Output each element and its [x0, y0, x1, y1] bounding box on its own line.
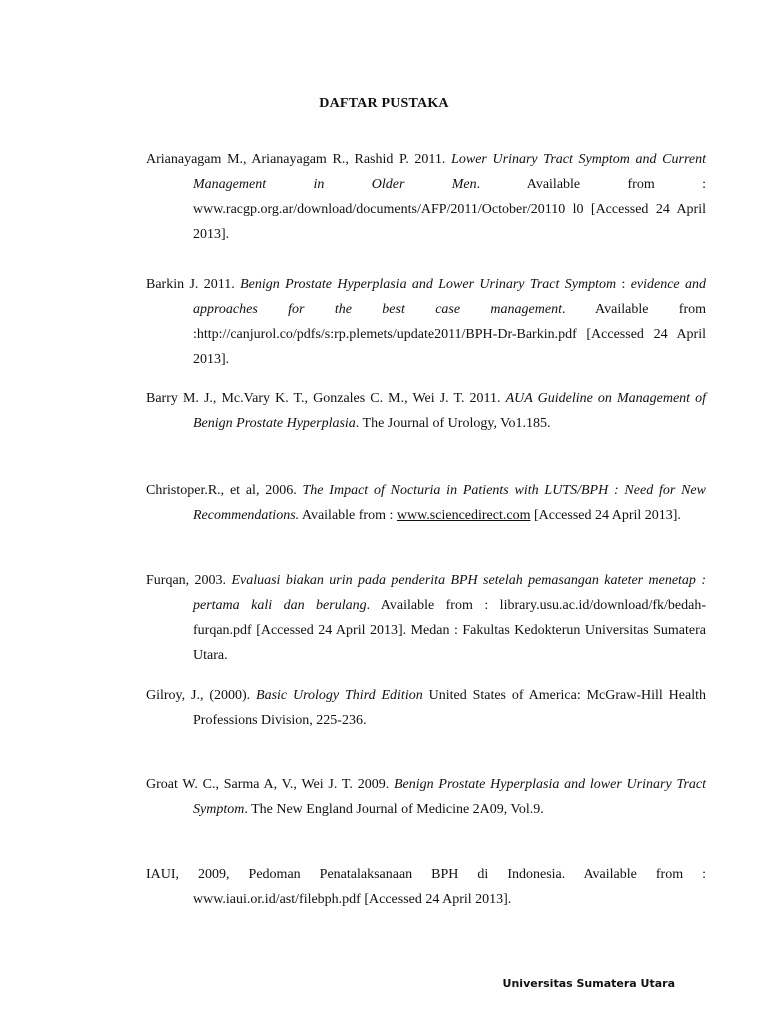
reference-item: Christoper.R., et al, 2006. The Impact of Nocturia in Patients with LUTS/BPH : Need for New Recommendations. Available from : www.sciencedirect.com [Accessed 24 April 2013]. [146, 483, 706, 523]
reference-item: Furqan, 2003. Evaluasi biakan urin pada penderita BPH setelah pemasangan kateter menetap : pertama kali dan berulang. Available from : library.usu.ac.id/download/fk/bedah-furqan.pdf [Accessed 24 April 2013]. Medan : Fakultas Kedokterun Universitas Sumatera Utara. [146, 573, 706, 663]
page-title: DAFTAR PUSTAKA [319, 96, 449, 111]
reference-item: Barkin J. 2011. Benign Prostate Hyperplasia and Lower Urinary Tract Symptom : evidence and approaches for the best case management. Available from :http://canjurol.co/pdfs/s:rp.plemets/update2011/BPH-Dr-Barkin.pdf [Accessed 24 April 2013]. [146, 277, 706, 367]
reference-item: Groat W. C., Sarma A, V., Wei J. T. 2009. Benign Prostate Hyperplasia and lower Urinary Tract Symptom. The New England Journal of Medicine 2A09, Vol.9. [146, 777, 707, 817]
reference-item: Barry M. J., Mc.Vary K. T., Gonzales C. M., Wei J. T. 2011. AUA Guideline on Management of Benign Prostate Hyperplasia. The Journal of Urology, Vo1.185. [146, 391, 706, 431]
footer-institution: Universitas Sumatera Utara [502, 977, 675, 990]
reference-item: Gilroy, J., (2000). Basic Urology Third Edition United States of America: McGraw-Hill Health Professions Division, 225-236. [146, 688, 706, 728]
reference-item: IAUI, 2009, Pedoman Penatalaksanaan BPH di Indonesia. Available from : www.iaui.or.id/ast/filebph.pdf [Accessed 24 April 2013]. [146, 867, 706, 907]
reference-item: Arianayagam M., Arianayagam R., Rashid P. 2011. Lower Urinary Tract Symptom and Current Management in Older Men. Available from : www.racgp.org.ar/download/documents/AFP/2011/October/20110 l0 [Accessed 24 April 2013]. [146, 152, 706, 242]
sciencedirect-link[interactable]: www.sciencedirect.com [396, 508, 531, 523]
